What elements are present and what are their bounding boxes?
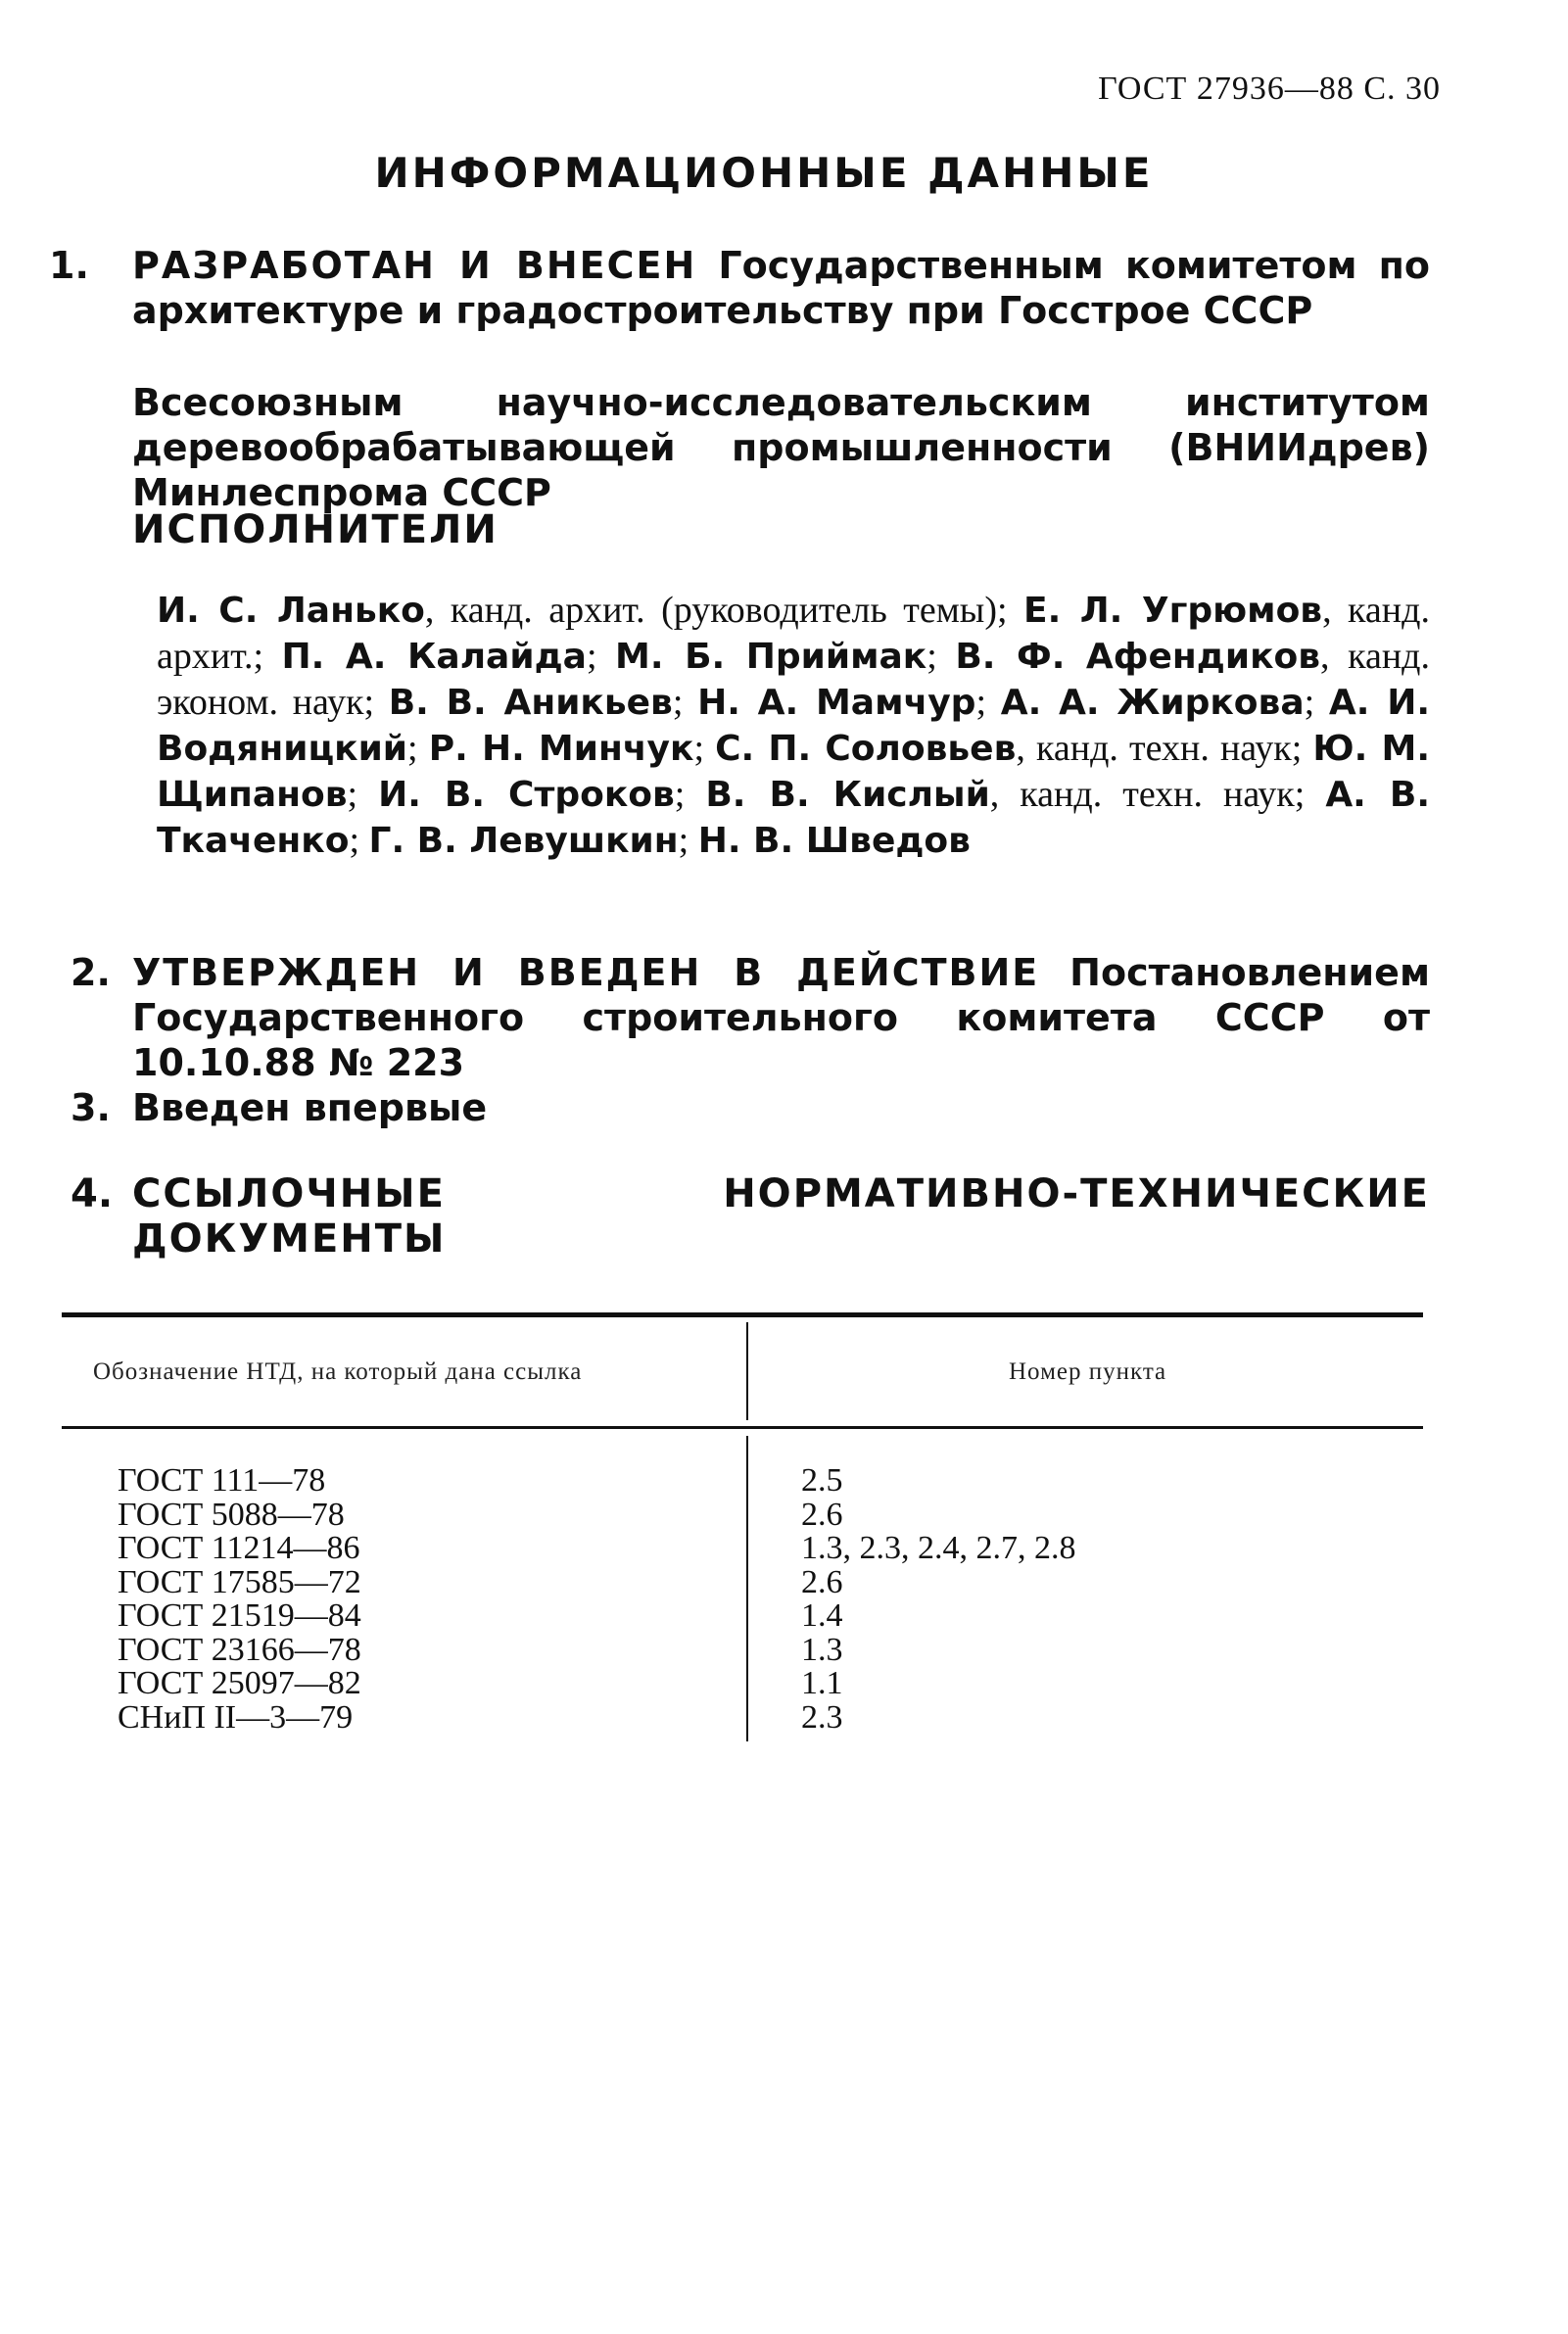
- performer-name: П. А. Калайда: [281, 637, 587, 677]
- performer-name: В. В. Аникьев: [388, 683, 673, 723]
- performers-heading: ИСПОЛНИТЕЛИ: [132, 507, 499, 552]
- section-1-text: [132, 243, 1430, 333]
- table-cell-designation: ГОСТ 25097—82: [118, 1665, 361, 1701]
- performers-list: [157, 588, 1430, 864]
- table-cell-designation: ГОСТ 11214—86: [118, 1530, 360, 1566]
- table-column-designation: [118, 1464, 361, 1735]
- performer-name: В. В. Кислый: [705, 775, 990, 815]
- section-1: [49, 243, 1430, 333]
- section-2-number: 2.: [71, 951, 111, 994]
- performer-name: А. В. Ткаченко: [157, 775, 1430, 861]
- performer-title: , канд. эконом. наук;: [157, 636, 1430, 723]
- performer-title: ;: [927, 636, 956, 677]
- section-2-body: Постановлением Государственного строительного комитета СССР от 10.10.88 № 223: [132, 951, 1430, 1084]
- performer-title: ;: [975, 682, 1001, 723]
- table-column-clause: [801, 1464, 1076, 1735]
- table-body-divider: [746, 1436, 748, 1741]
- performer-name: М. Б. Приймак: [615, 637, 927, 677]
- section-3-text: Введен впервые: [132, 1086, 488, 1129]
- performer-name: Г. В. Левушкин: [368, 821, 679, 861]
- performer-title: ;: [678, 820, 698, 861]
- section-1-body: Государственным комитетом по архитектуре и градостроительству при Госстрое СССР: [132, 244, 1430, 332]
- performer-title: ;: [407, 728, 429, 769]
- section-1-developer: Всесоюзным научно-исследовательским институтом деревообрабатывающей промышленности (ВНИИдрев) Минлеспрома СССР: [132, 381, 1430, 514]
- performer-title: ;: [1304, 682, 1329, 723]
- section-4: [71, 1171, 1430, 1262]
- performer-title: , канд. архит. (руководитель темы);: [424, 590, 1023, 631]
- section-2-text: [132, 950, 1430, 1085]
- table-header-clause: Номер пункта: [1009, 1358, 1167, 1385]
- performer-name: А. И. Водяницкий: [157, 683, 1430, 769]
- performer-title: ;: [349, 820, 369, 861]
- performer-name: С. П. Соловьев: [715, 729, 1017, 769]
- table-cell-designation: ГОСТ 5088—78: [118, 1496, 345, 1533]
- performer-name: И. В. Строков: [378, 775, 675, 815]
- performer-title: ;: [693, 728, 716, 769]
- performer-title: , канд. техн. наук;: [1016, 728, 1313, 769]
- performer-title: ;: [347, 774, 379, 815]
- performer-title: ;: [674, 774, 706, 815]
- performer-title: , канд. техн. наук;: [989, 774, 1326, 815]
- performer-title: , канд. архит.;: [157, 590, 1430, 677]
- page-header: ГОСТ 27936—88 С. 30: [1098, 71, 1441, 107]
- section-1-lead: РАЗРАБОТАН И ВНЕСЕН: [132, 244, 697, 287]
- performer-name: Ю. М. Щипанов: [157, 729, 1431, 815]
- table-header-designation: Обозначение НТД, на который дана ссылка: [93, 1358, 583, 1385]
- table-cell-clause: 2.6: [801, 1563, 843, 1600]
- table-cell-clause: 2.3: [801, 1698, 843, 1736]
- performer-name: Н. В. Шведов: [697, 821, 971, 861]
- document-title: ИНФОРМАЦИОННЫЕ ДАННЫЕ: [374, 149, 1154, 197]
- section-2: [71, 950, 1430, 1085]
- performer-name: В. Ф. Афендиков: [955, 637, 1321, 677]
- table-cell-designation: ГОСТ 17585—72: [118, 1563, 361, 1600]
- table-cell-designation: СНиП II—3—79: [118, 1698, 354, 1736]
- performer-title: ;: [586, 636, 616, 677]
- section-4-number: 4.: [71, 1171, 114, 1216]
- table-cell-designation: ГОСТ 21519—84: [118, 1597, 361, 1634]
- section-3: [71, 1085, 1430, 1130]
- table-cell-clause: 1.3: [801, 1631, 843, 1668]
- table-top-rule: [62, 1312, 1423, 1317]
- performer-title: ;: [672, 682, 698, 723]
- table-cell-designation: ГОСТ 23166—78: [118, 1631, 361, 1668]
- section-4-text: ССЫЛОЧНЫЕ НОРМАТИВНО-ТЕХНИЧЕСКИЕ ДОКУМЕНТЫ: [132, 1171, 1430, 1262]
- table-header-divider: [746, 1322, 748, 1420]
- table-cell-clause: 1.4: [801, 1597, 843, 1634]
- table-cell-clause: 1.1: [801, 1665, 843, 1701]
- section-1-number: 1.: [49, 244, 89, 287]
- performer-name: Н. А. Мамчур: [697, 683, 976, 723]
- performer-name: А. А. Жиркова: [1000, 683, 1305, 723]
- table-cell-designation: ГОСТ 111—78: [118, 1462, 326, 1499]
- performer-name: И. С. Ланько: [157, 591, 425, 631]
- table-cell-clause: 2.6: [801, 1496, 843, 1533]
- table-cell-clause: 1.3, 2.3, 2.4, 2.7, 2.8: [801, 1530, 1076, 1566]
- section-2-lead: УТВЕРЖДЕН И ВВЕДЕН В ДЕЙСТВИЕ: [132, 951, 1040, 994]
- section-3-number: 3.: [71, 1086, 111, 1129]
- table-header-rule: [62, 1426, 1423, 1429]
- performer-name: Р. Н. Минчук: [428, 729, 694, 769]
- performer-name: Е. Л. Угрюмов: [1023, 591, 1323, 631]
- table-cell-clause: 2.5: [801, 1462, 843, 1499]
